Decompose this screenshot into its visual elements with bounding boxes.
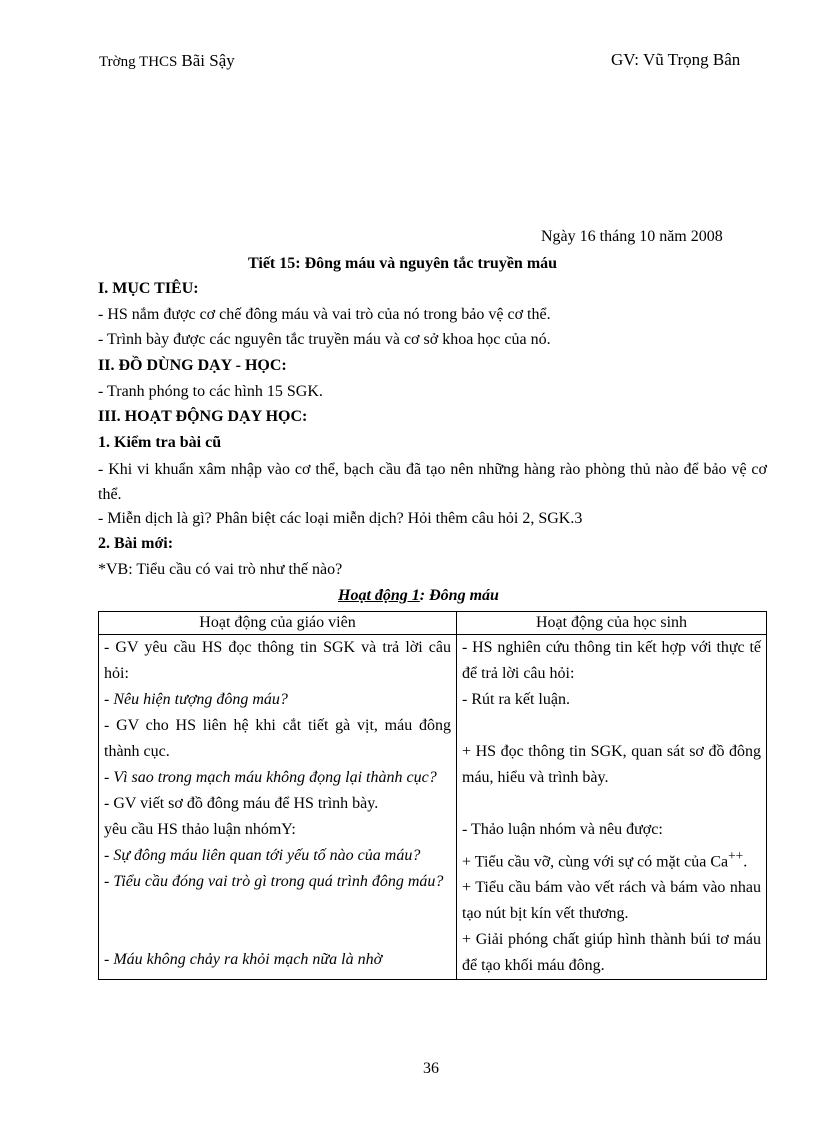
objective-1: - HS nắm được cơ chế đông máu và vai trò của nó trong bảo vệ cơ thể. <box>98 306 551 323</box>
student-step-text: + Tiểu cầu vỡ, cùng với sự có mặt của Ca <box>462 853 729 871</box>
teacher-question: - Vì sao trong mạch máu không đọng lại thành cục? <box>104 769 437 786</box>
teacher-activities-cell <box>99 635 457 980</box>
teacher-question: - Nêu hiện tượng đông máu? <box>104 691 288 708</box>
school-name: Bãi Sậy <box>181 51 235 70</box>
calcium-superscript: ++ <box>728 848 744 863</box>
lesson-title: Tiết 15: Đông máu và nguyên tắc truyền máu <box>248 255 558 272</box>
student-step-end: . <box>743 853 748 871</box>
spacer <box>104 921 451 947</box>
student-step: + Tiểu cầu bám vào vết rách và bám vào nhau tạo nút bịt kín vết thương. <box>462 879 761 923</box>
teacher-step: yêu cầu HS thảo luận nhómY: <box>104 821 296 838</box>
teacher-step: - GV yêu cầu HS đọc thông tin SGK và trả lời câu hỏi: <box>104 639 451 682</box>
materials-1: - Tranh phóng to các hình 15 SGK. <box>98 383 323 400</box>
spacer <box>462 791 761 817</box>
column-teacher-header: Hoạt động của giáo viên <box>99 612 457 635</box>
review-question-2: - Miễn dịch là gì? Phân biệt các loại miễn dịch? Hỏi thêm câu hỏi 2, SGK.3 <box>98 510 583 527</box>
review-heading: 1. Kiểm tra bài cũ <box>98 434 222 451</box>
activity-title-rest: : Đông máu <box>419 587 499 604</box>
review-question-1: - Khi vi khuẩn xâm nhập vào cơ thể, bạch cầu đã tạo nên những hàng rào phòng thủ nào để bảo vệ cơ thể. <box>98 461 767 503</box>
student-step: + Giải phóng chất giúp hình thành búi tơ máu để tạo khối máu đông. <box>462 931 761 975</box>
header-school <box>99 51 235 71</box>
column-student-header: Hoạt động của học sinh <box>457 612 767 635</box>
table-header-row <box>99 612 767 635</box>
teacher-step: - GV cho HS liên hệ khi cắt tiết gà vịt, máu đông thành cục. <box>104 717 451 760</box>
intro-question: *VB: Tiểu cầu có vai trò như thế nào? <box>98 561 343 578</box>
teacher-step: - GV viết sơ đồ đông máu để HS trình bày. <box>104 795 379 812</box>
school-prefix: Trờng THCS <box>99 54 178 70</box>
activity-title-number: Hoạt động 1 <box>338 587 420 604</box>
student-step <box>462 843 761 875</box>
student-step: - Thảo luận nhóm và nêu được: <box>462 821 663 838</box>
student-step: + HS đọc thông tin SGK, quan sát sơ đồ đông máu, hiểu và trình bày. <box>462 743 761 786</box>
spacer <box>462 713 761 739</box>
page-number: 36 <box>423 1060 439 1077</box>
objective-2: - Trình bày được các nguyên tắc truyền máu và cơ sở khoa học của nó. <box>98 331 551 348</box>
section-1-heading: I. MỤC TIÊU: <box>98 280 199 297</box>
section-3-heading: III. HOẠT ĐỘNG DẠY HỌC: <box>98 408 308 425</box>
teacher-question: - Máu không chảy ra khỏi mạch nữa là nhờ <box>104 951 383 968</box>
student-step: - Rút ra kết luận. <box>462 691 570 708</box>
lesson-date: Ngày 16 tháng 10 năm 2008 <box>541 228 723 245</box>
activity-title <box>338 587 499 605</box>
spacer <box>104 895 451 921</box>
section-2-heading: II. ĐỒ DÙNG DẠY - HỌC: <box>98 357 287 374</box>
teacher-question: - Sự đông máu liên quan tới yếu tố nào của máu? <box>104 847 421 864</box>
table-row <box>99 635 767 980</box>
teacher-question: - Tiểu cầu đóng vai trò gì trong quá trình đông máu? <box>104 873 444 890</box>
student-step: - HS nghiên cứu thông tin kết hợp với thực tế để trả lời câu hỏi: <box>462 639 761 682</box>
student-activities-cell <box>457 635 767 980</box>
header-teacher: GV: Vũ Trọng Bân <box>611 50 741 69</box>
activity-table <box>98 611 767 980</box>
new-lesson-heading: 2. Bài mới: <box>98 535 174 552</box>
